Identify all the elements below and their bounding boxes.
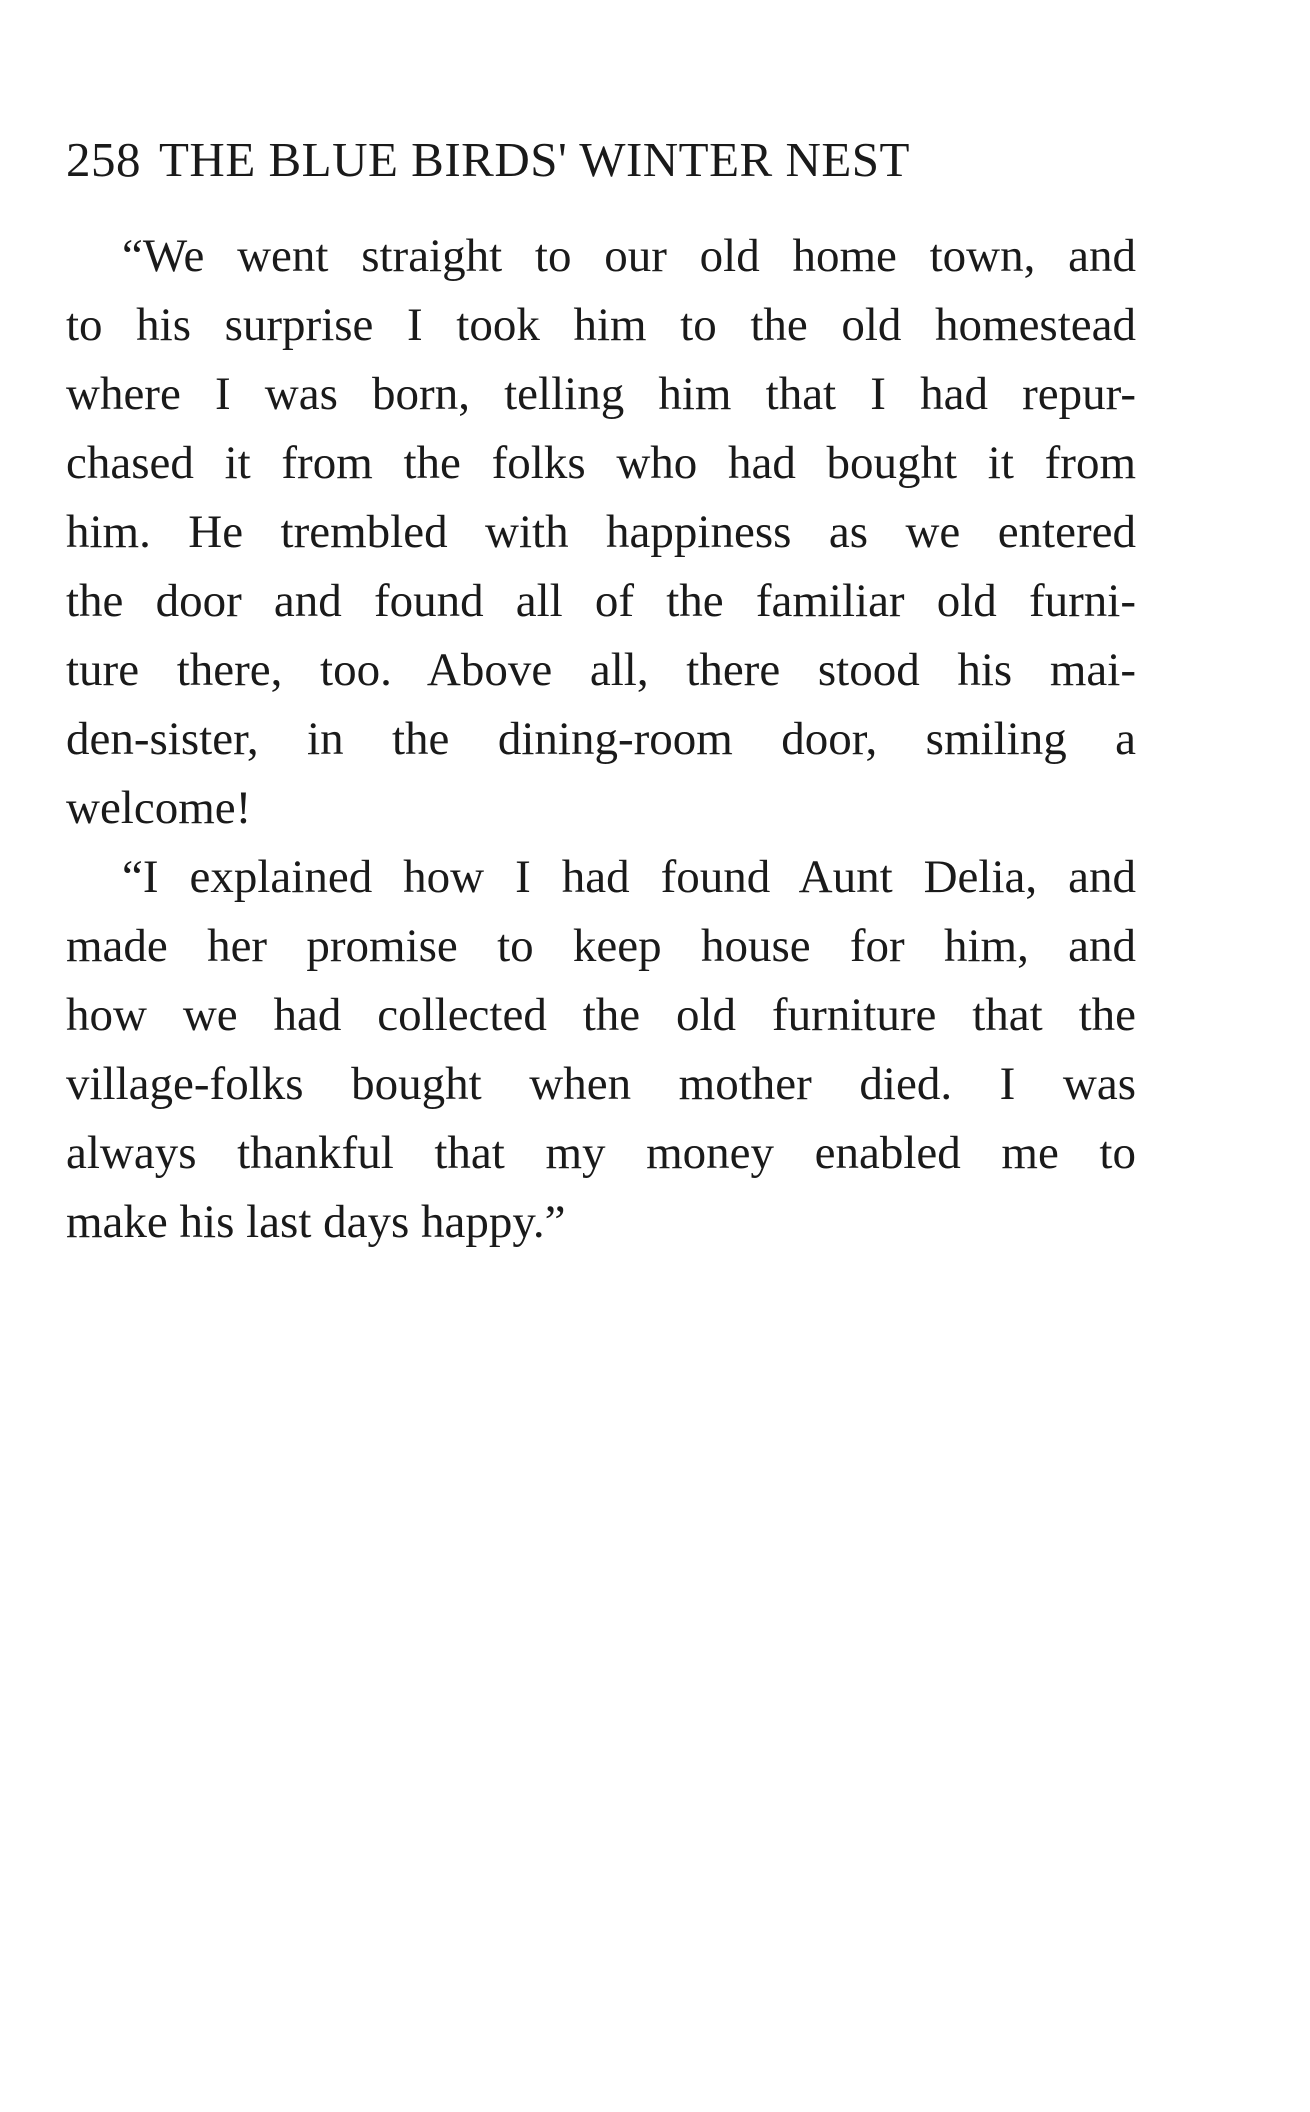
paragraph-1 — [66, 222, 1136, 843]
text-line: ture there, too. Above all, there stood his mai- — [66, 644, 1136, 696]
text-line: welcome! — [66, 782, 252, 834]
text-line: made her promise to keep house for him, and — [66, 920, 1136, 972]
page-number: 258 — [66, 132, 141, 187]
running-head — [66, 130, 1146, 190]
text-line: where I was born, telling him that I had repur- — [66, 368, 1136, 420]
text-line: how we had collected the old furniture that the — [66, 989, 1136, 1041]
text-line: always thankful that my money enabled me to — [66, 1127, 1136, 1179]
paragraph-2 — [66, 843, 1136, 1257]
text-line: make his last days happy.” — [66, 1196, 566, 1248]
running-title: THE BLUE BIRDS' WINTER NEST — [159, 132, 910, 187]
text-line: village-folks bought when mother died. I was — [66, 1058, 1136, 1110]
text-line: the door and found all of the familiar old furni- — [66, 575, 1136, 627]
text-line: chased it from the folks who had bought it from — [66, 437, 1136, 489]
body-text — [66, 222, 1136, 1257]
text-line: “We went straight to our old home town, and — [122, 230, 1136, 282]
text-line: “I explained how I had found Aunt Delia, and — [122, 851, 1136, 903]
text-line: den-sister, in the dining-room door, smiling a — [66, 713, 1136, 765]
text-line: to his surprise I took him to the old homestead — [66, 299, 1136, 351]
text-line: him. He trembled with happiness as we entered — [66, 506, 1136, 558]
